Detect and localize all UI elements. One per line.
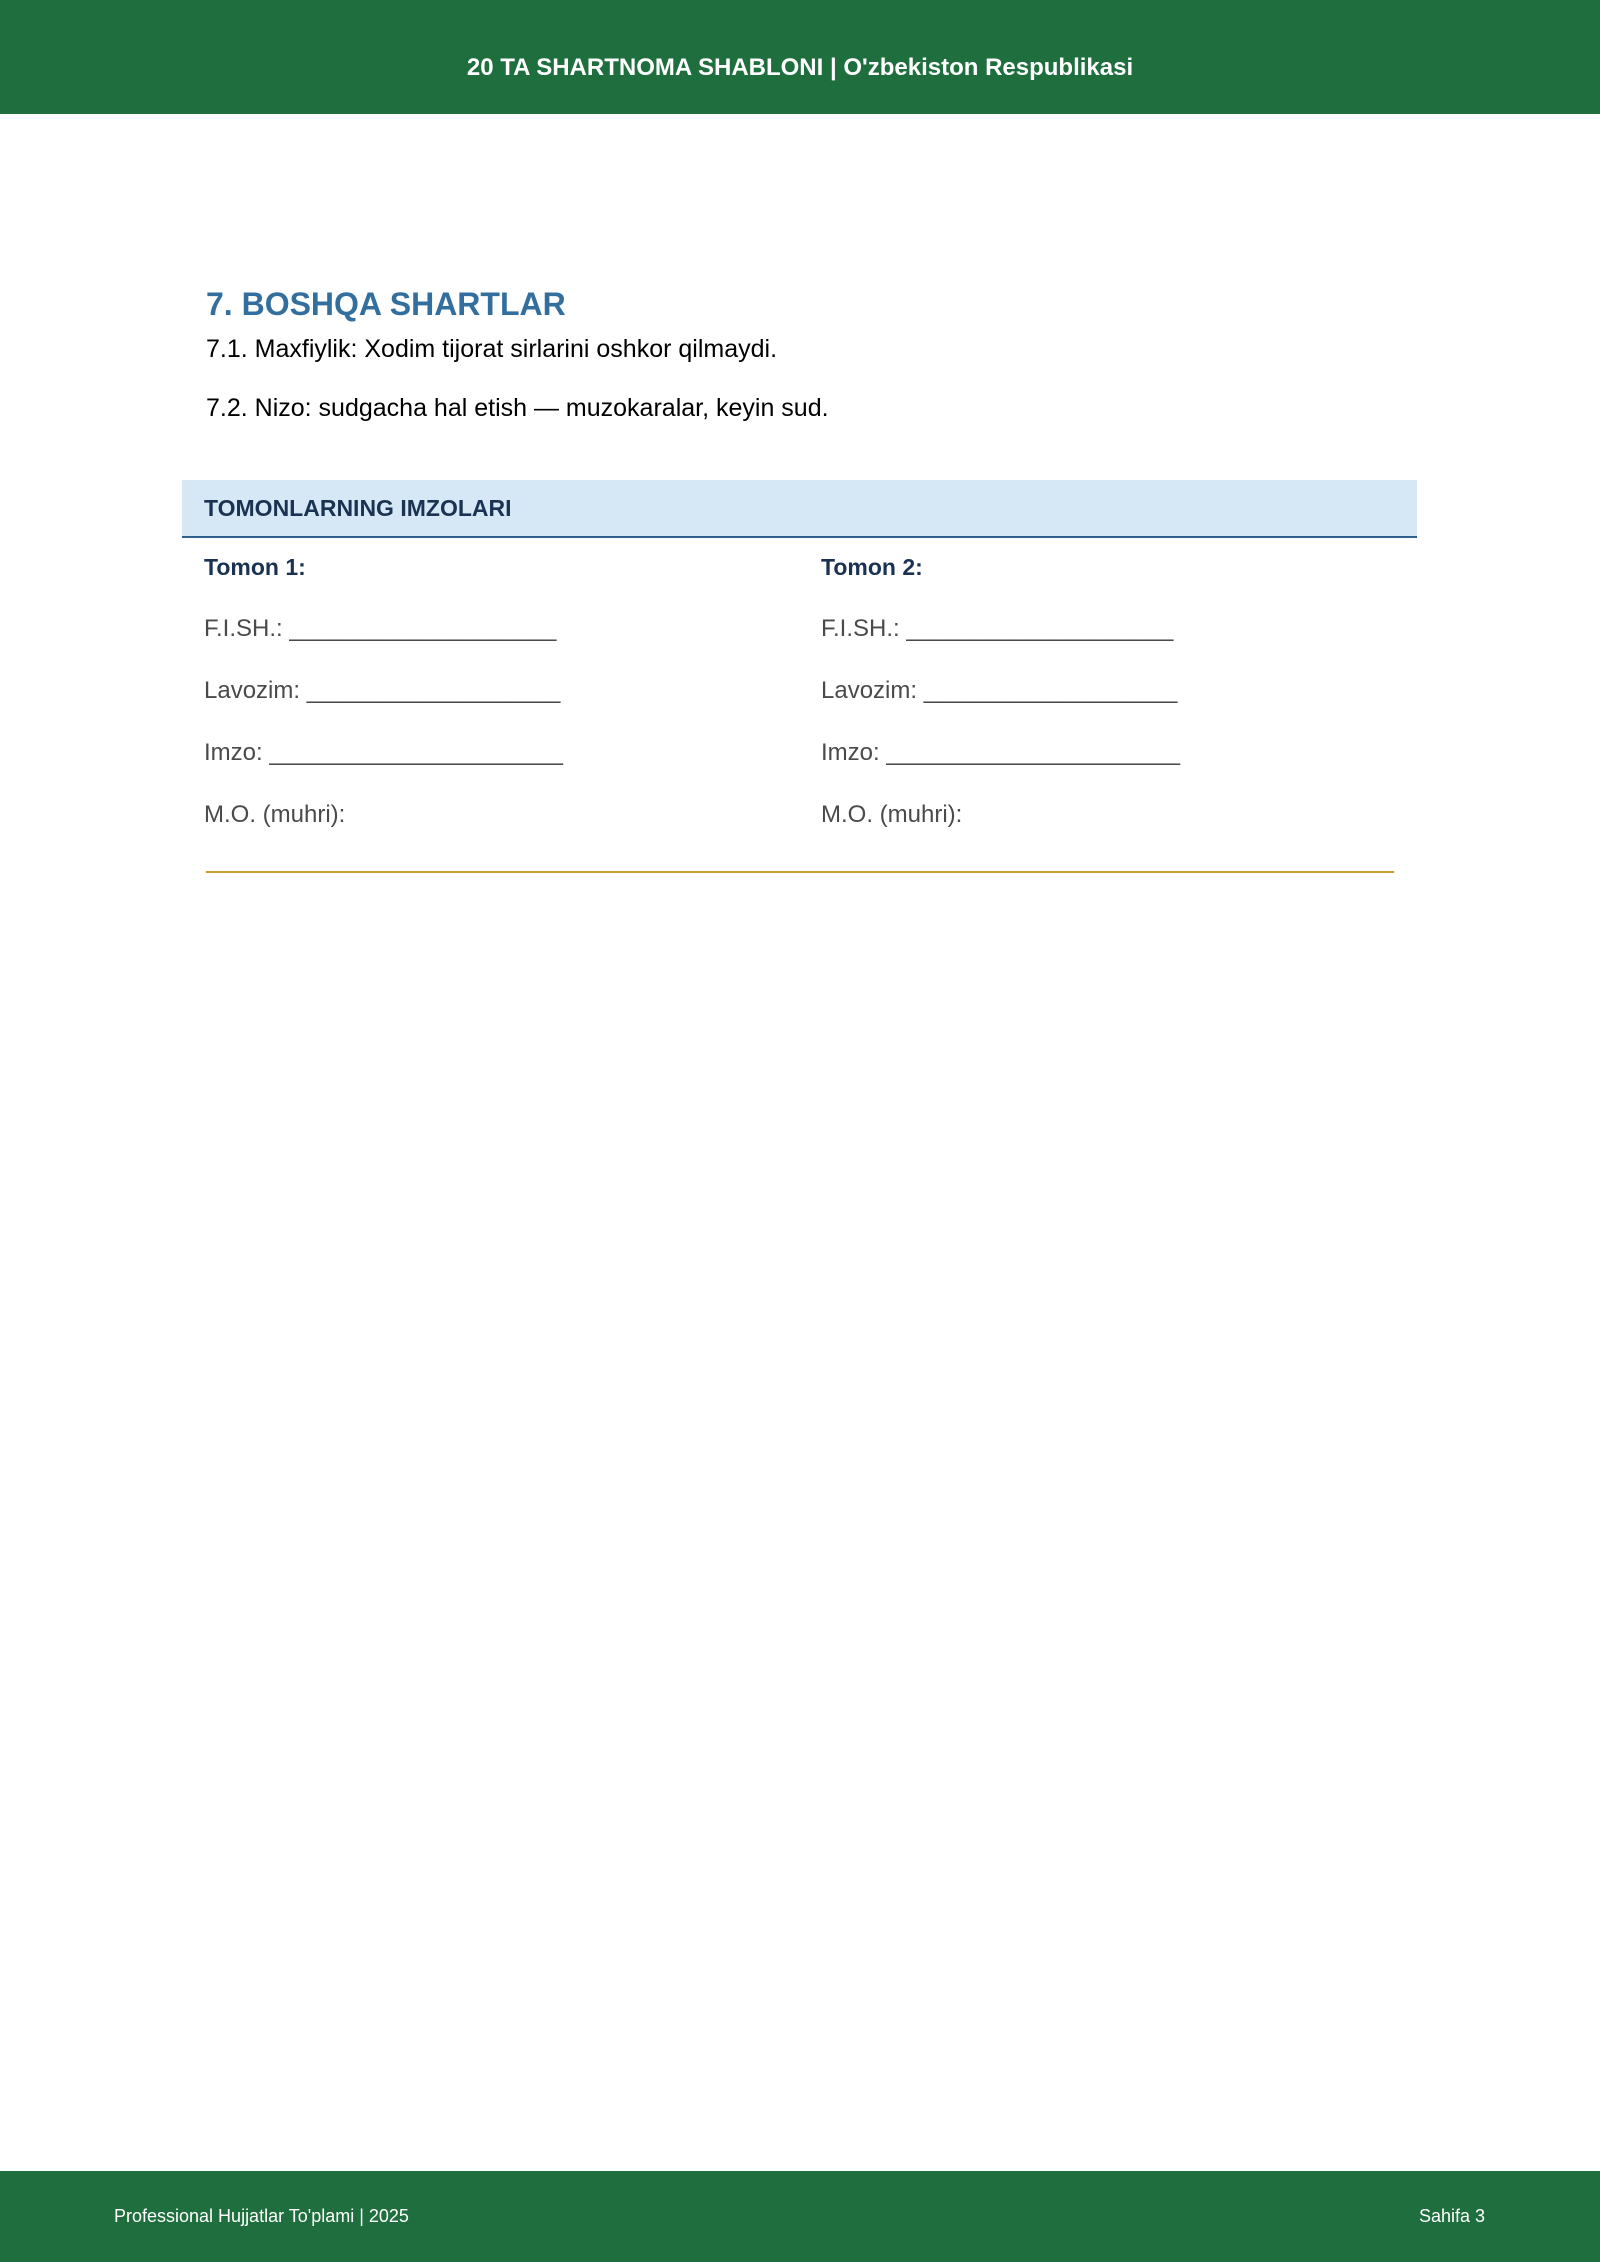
page-number: Sahifa 3 [1418, 2206, 1485, 2226]
section-heading: 7. BOSHQA SHARTLAR [206, 286, 566, 322]
party-1-seal-field: M.O. (muhri): [204, 801, 346, 828]
clause-dispute: 7.2. Nizo: sudgacha hal etish — muzokaralar, keyin sud. [206, 394, 829, 422]
party-1-signature-field: Imzo: ______________________ [204, 739, 563, 766]
signatures-title: TOMONLARNING IMZOLARI [204, 495, 512, 521]
party-2-seal-field: M.O. (muhri): [821, 801, 963, 828]
party-2-position-field: Lavozim: ___________________ [821, 677, 1178, 704]
party-1-block [204, 552, 764, 830]
party-2-title: Tomon 2: [821, 554, 923, 580]
footer-collection-label: Professional Hujjatlar To'plami | 2025 [114, 2206, 409, 2226]
clause-confidentiality: 7.1. Maxfiylik: Xodim tijorat sirlarini oshkor qilmaydi. [206, 335, 778, 363]
party-1-position-field: Lavozim: ___________________ [204, 677, 561, 704]
signatures-header [182, 480, 1417, 538]
party-2-signature-field: Imzo: ______________________ [821, 739, 1180, 766]
gold-divider [206, 871, 1394, 873]
page-footer [0, 2171, 1600, 2262]
party-1-name-field: F.I.SH.: ____________________ [204, 615, 557, 642]
header-title: 20 TA SHARTNOMA SHABLONI | O'zbekiston Respublikasi [466, 54, 1134, 81]
party-1-title: Tomon 1: [204, 554, 306, 580]
party-2-name-field: F.I.SH.: ____________________ [821, 615, 1174, 642]
party-2-block [821, 552, 1381, 830]
